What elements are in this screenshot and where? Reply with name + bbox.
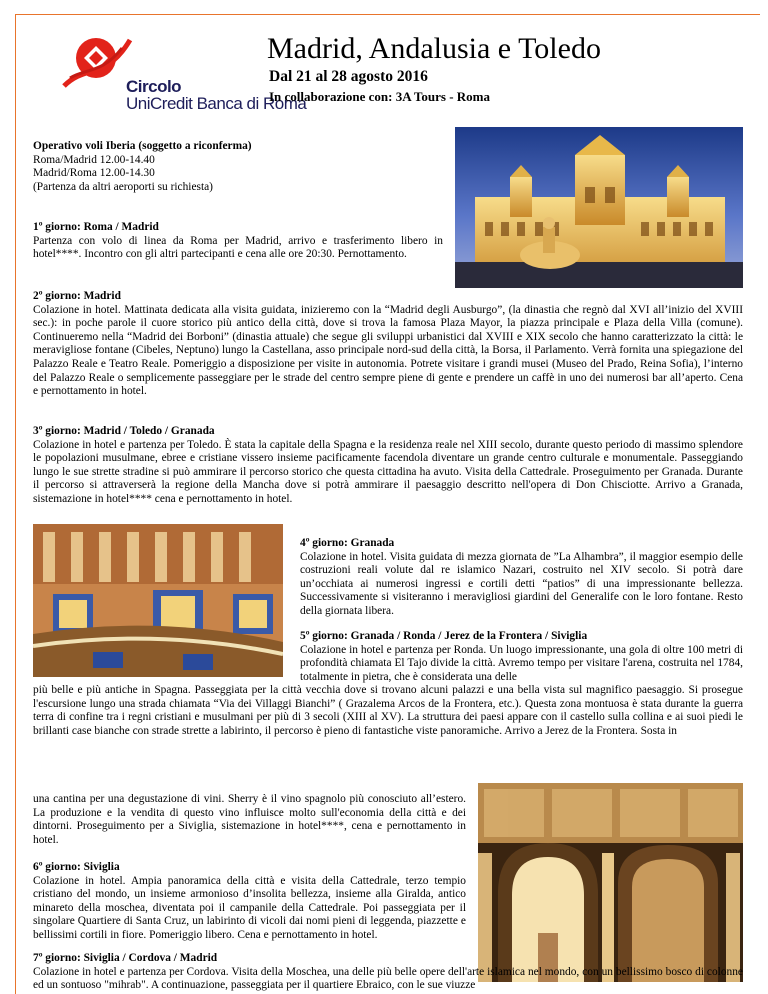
day-text: Partenza con volo di linea da Roma per Madrid, arrivo e trasferimento libero in hotel****. Incontro con gli altri partecipanti e cena alle ore 20:30. Pernottamento. [33,234,443,261]
unicredit-logo-icon [56,34,134,92]
flights-section [33,140,413,194]
flight-return: Madrid/Roma 12.00-14.30 [33,167,155,180]
frame-top-rule [15,14,760,15]
day-5-section [300,630,743,684]
day-text-mid: più belle e più antiche in Spagna. Passeggiata per la città vecchia dove si trovano alcuni palazzi e una bella vista sul magnifico paesaggio. Si prosegue l'escursione lungo una strada chiamata “Via dei Villaggi Bianchi” ( Grazalema Arcos de la Frontera, etc.). Questa zona montuosa è stata durante la guerra terra di confine tra i regni cristiani e musulmani per più di 3 secoli (XIII al XV). La struttura dei paesi appare con il castello sulla collina e ai suoi piedi le brillanti case bianche con strade strette a labirinto, il percorso è pieno di fantastiche viste panoramiche. Arrivo a Jerez de la Frontera. Sosta in [33,684,743,737]
logo-text-circolo: Circolo [126,77,182,96]
frame-left-rule [15,14,16,994]
day-6-section [33,861,466,943]
day-3-section [33,425,743,507]
logo-text-unicredit: UniCredit Banca di Roma [126,94,307,113]
day-1-section [33,221,443,262]
day-2-section [33,290,743,399]
flight-outbound: Roma/Madrid 12.00-14.40 [33,153,155,166]
day-heading: 2º giorno: Madrid [33,290,121,302]
flights-heading: Operativo voli Iberia (soggetto a riconferma) [33,140,252,152]
circolo-unicredit-logo [56,34,307,113]
day-text-top: Colazione in hotel e partenza per Ronda. Un luogo impressionante, una gola di oltre 100 metri di profondità chiamata El Tajo divide la città. Avremo tempo per visitare l'arena, costruita nel 1784, totalmente in pietra, che è considerata una delle [300,643,743,683]
day-5-bottom [33,793,466,847]
flight-note: (Partenza da altri aeroporti su richiesta) [33,180,213,193]
day-heading: 5º giorno: Granada / Ronda / Jerez de la Frontera / Siviglia [300,630,588,642]
page-title: Madrid, Andalusia e Toledo [267,32,601,65]
day-text: Colazione in hotel. Ampia panoramica della città e visita della Cattedrale, terzo tempio cristiano del mondo, un insieme armonioso d’insolita bellezza, insieme alla Giralda, antico minareto della moschea, diventata poi il campanile della Cattedrale. Poi passeggiata per il singolare Quartiere di Santa Cruz, un labirinto di vicoli dai nomi pieni di leggenda, piazzette e bellissimi cortili in fiore. Pomeriggio libero. Cena e pernottamento in hotel. [33,874,466,941]
day-text: Colazione in hotel e partenza per Toledo. È stata la capitale della Spagna e la residenza reale nel XIII secolo, durante questo periodo di massimo splendore le popolazioni musulmane, ebree e cristiane vissero insieme pacificamente facendola diventare un grande centro culturale e monumentale. Passeggiando lungo le sue strette stradine si può ammirare il percorso storico che questa cittadina ha avuto. Visita della Cattedrale. Proseguimento per Granada. Durante il percorso si attraverserà la regione della Mancha dove si potrà ammirare il paesaggio descritto nell'opera di Don Chisciotte. Arrivo a Granada, sistemazione in hotel**** cena e pernottamento in hotel. [33,438,743,505]
collaboration-line: In collaborazione con: 3A Tours - Roma [269,89,491,104]
day-text: Colazione in hotel. Mattinata dedicata alla visita guidata, inizieremo con la “Madrid degli Ausburgo”, (la dinastia che regnò dal XVI all’inizio del XVIII sec.): in poche parole il cuore storico più antico della città, dove si trova la famosa Plaza Mayor, la piazza principale e Plaza della Villa (comune). Continueremo nella “Madrid dei Borboni” (dinastia attuale) che segue gli sviluppi urbanistici dal XVIII e XIX secolo che hanno caratterizzato la città: le meravigliose fontane (Cibeles, Neptuno) lungo la Castellana, asso principale nord-sud della città, la Borsa, il Parlamento. Verrà fornita una spiegazione del Palazzo Reale e Teatro Reale. Pomeriggio a disposizione per visite in autonomia. Potrete visitare i grandi musei (Museo del Prado, Reina Sofia), l’interno del Palazzo Reale o semplicemente passeggiare per le strade del centro sempre piene di gente e prendere un caffè in uno dei numerosi bar all’aperto. Cena e pernottamento in hotel. [33,303,743,398]
madrid-cibeles-photo [455,127,743,288]
day-7-section [33,952,743,993]
day-heading: 3º giorno: Madrid / Toledo / Granada [33,425,215,437]
day-text-bottom: una cantina per una degustazione di vini. Sherry è il vino spagnolo più conosciuto all’estero. La produzione e la vendita di questo vino influisce molto sull'economia della città e dei dintorni. Proseguimento per a Siviglia, sistemazione in hotel****, cena e pernottamento in hotel. [33,793,466,846]
day-5-continued [33,684,743,738]
day-4-section [300,537,743,619]
day-heading: 1º giorno: Roma / Madrid [33,221,159,233]
day-text: Colazione in hotel. Visita guidata di mezza giornata de ”La Alhambra”, il maggior esempio delle costruzioni reali volute dal re islamico Nazari, costruito nel XIV secolo. Si potrà dare un’occhiata ai numerosi ingressi e cortili detti “patios” di una impressionante bellezza. Successivamente si visiteranno i meravigliosi giardini del Generalife con le loro fontane. Resto della giornata libera. [300,550,743,617]
plaza-espana-photo [33,524,283,677]
day-heading: 7º giorno: Siviglia / Cordova / Madrid [33,952,218,964]
day-text: Colazione in hotel e partenza per Cordova. Visita della Moschea, una delle più belle opere dell'arte islamica nel mondo, con un bellissimo bosco di colonne ed un sontuoso "mihrab". A continuazione, passeggiata per il quartiere Ebraico, con le sue viuzze [33,965,743,992]
trip-dates: Dal 21 al 28 agosto 2016 [269,68,428,85]
day-heading: 4º giorno: Granada [300,537,395,549]
day-heading: 6º giorno: Siviglia [33,861,120,873]
